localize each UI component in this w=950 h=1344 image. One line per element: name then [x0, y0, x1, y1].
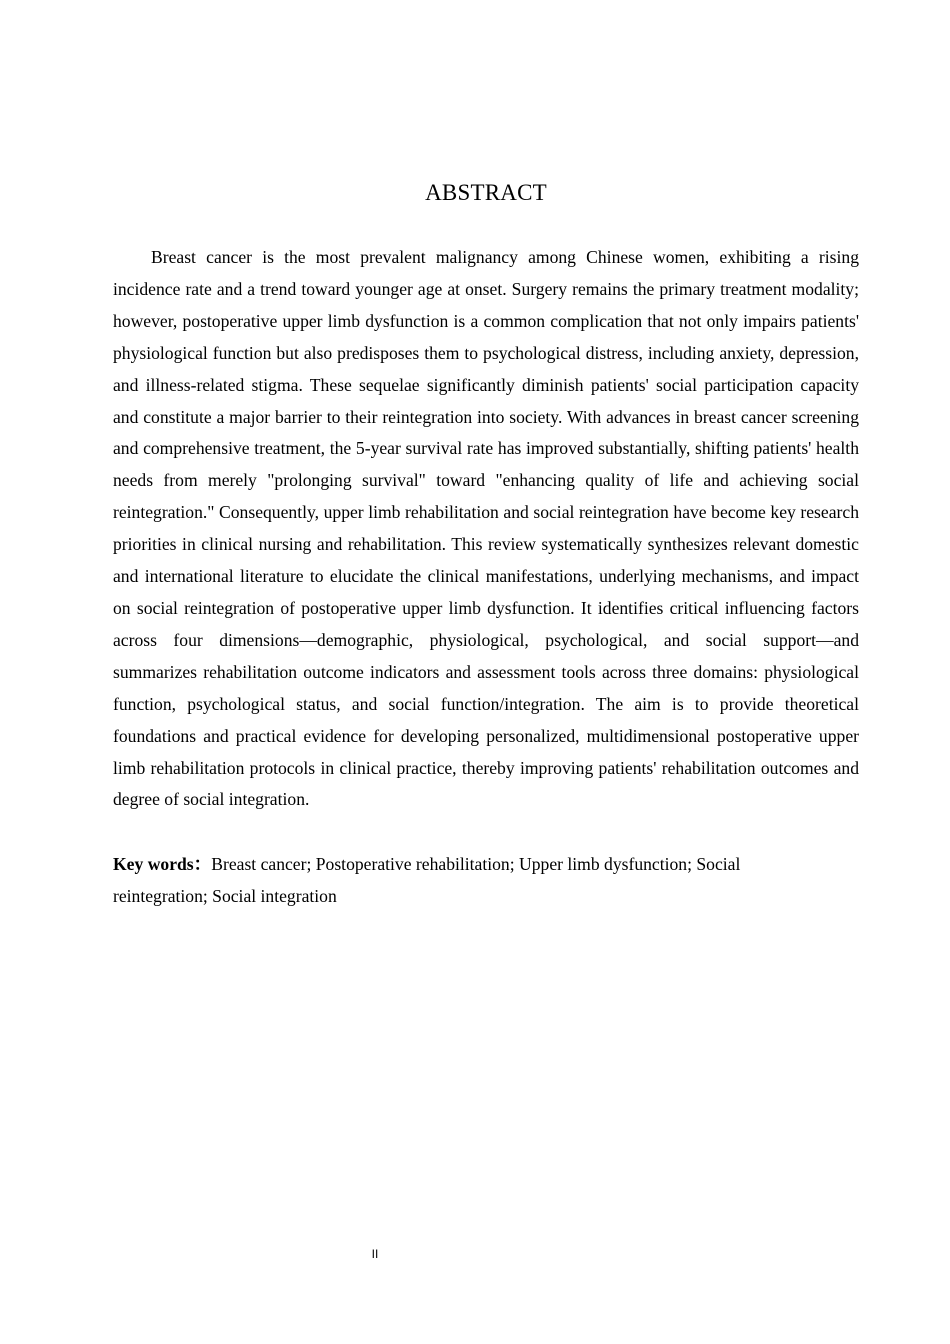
abstract-title: ABSTRACT — [425, 180, 547, 205]
abstract-paragraph: Breast cancer is the most prevalent malignancy among Chinese women, exhibiting a rising incidence rate and a trend toward younger age at onset. Surgery remains the primary treatment modality; however, postoperative upper limb dysfunction is a common complication that not only impairs patients' physiological function but also predisposes them to psychological distress, including anxiety, depression, and illness-related stigma. These sequelae significantly diminish patients' social participation capacity and constitute a major barrier to their reintegration into society. With advances in breast cancer screening and comprehensive treatment, the 5-year survival rate has improved substantially, shifting patients' health needs from merely "prolonging survival" toward "enhancing quality of life and achieving social reintegration." Consequently, upper limb rehabilitation and social reintegration have become key research priorities in clinical nursing and rehabilitation. This review systematically synthesizes relevant domestic and international literature to elucidate the clinical manifestations, underlying mechanisms, and impact on social reintegration of postoperative upper limb dysfunction. It identifies critical influencing factors across four dimensions—demographic, physiological, psychological, and social support—and summarizes rehabilitation outcome indicators and assessment tools across three domains: physiological function, psychological status, and social function/integration. The aim is to provide theoretical foundations and practical evidence for developing personalized, multidimensional postoperative upper limb rehabilitation protocols in clinical practice, thereby improving patients' rehabilitation outcomes and degree of social integration. — [113, 247, 859, 810]
keywords-line — [113, 849, 813, 912]
page-number: II — [371, 1247, 379, 1261]
keywords-label: Key words： — [113, 854, 212, 874]
keywords-text: Breast cancer; Postoperative rehabilitation; Upper limb dysfunction; Social reintegration; Social integration — [113, 854, 741, 906]
